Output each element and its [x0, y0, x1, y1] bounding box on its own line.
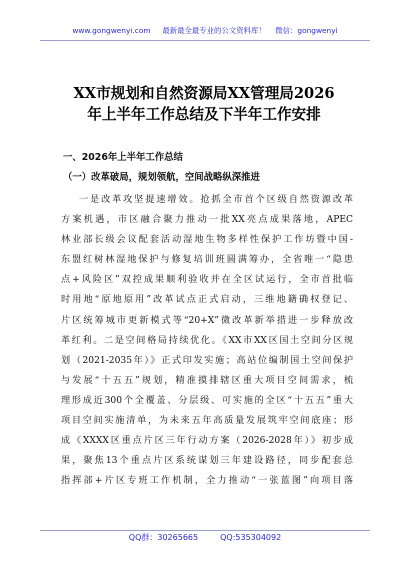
body-line: 项目空间实施清单，为未来五年高质量发展筑牢空间底座；形 [61, 416, 353, 427]
footer-qq-group: QQ群：30265665 [128, 533, 199, 542]
body-line: 成《XXXX区重点片区三年行动方案（2026-2028年）》初步成 [61, 436, 353, 447]
title-line-1: XX市规划和自然资源局XX管理局2026 [73, 85, 335, 102]
header-wechat: 微信：gongwenyi [275, 26, 338, 35]
header-slogan: 最新最全最专业的公文资料库！ [162, 26, 266, 35]
footer-divider [40, 530, 370, 531]
header-divider [40, 40, 370, 41]
body-line: 东盟红树林湿地保护与修复培训班圆满筹办，全省唯一“隐患 [61, 255, 353, 266]
body-line: 一是改革攻坚提速增效。抢抓全市首个区级自然资源改革 [79, 195, 353, 205]
subsection-heading: （一）改革破局，规划领航，空间战略纵深推进 [63, 172, 260, 183]
body-line: 时用地“原地原用”改革试点正式启动，三维地籍确权登记、 [61, 295, 353, 306]
body-line: 指挥部+片区专班工作机制，全力推动“一张蓝图”向项目落 [61, 476, 353, 487]
body-line: 革红利。二是空间格局持续优化。《XX市XX区国土空间分区规 [61, 335, 353, 346]
body-line: 林业部长级会议配套活动湿地生物多样性保护工作坊暨中国- [61, 235, 353, 246]
header-spacer [266, 26, 275, 35]
body-line: 划（2021-2035年）》正式印发实施；高站位编制国土空间保护 [61, 355, 353, 366]
page-header [40, 26, 370, 36]
body-line: 果，聚焦13个重点片区系统谋划三年建设路径，同步配套总 [61, 456, 353, 467]
title-line-2: 年上半年工作总结及下半年工作安排 [87, 106, 321, 123]
body-line: 点+风险区”双控成果顺利验收并在全区试运行，全市首批临 [61, 275, 353, 286]
body-line: 理形成近300个全覆盖、分层级、可实施的全区“十五五”重大 [61, 395, 353, 406]
site-link[interactable]: www.gongwenyi.com [72, 26, 151, 35]
body-line: 方案机遇，市区融合聚力推动一批XX亮点成果落地，APEC [61, 215, 353, 226]
page-footer [40, 532, 370, 543]
body-paragraph [61, 190, 353, 491]
document-title [48, 83, 360, 125]
body-line: 片区统筹城市更新模式等“20+X”微改革新举措进一步释放改 [61, 315, 353, 326]
section-heading: 一、2026年上半年工作总结 [63, 152, 183, 163]
body-line: 与发展“十五五”规划，精准摸排辖区重大项目空间需求，梳 [61, 375, 353, 386]
header-spacer [151, 26, 163, 35]
footer-qq: QQ:535304092 [220, 533, 282, 542]
